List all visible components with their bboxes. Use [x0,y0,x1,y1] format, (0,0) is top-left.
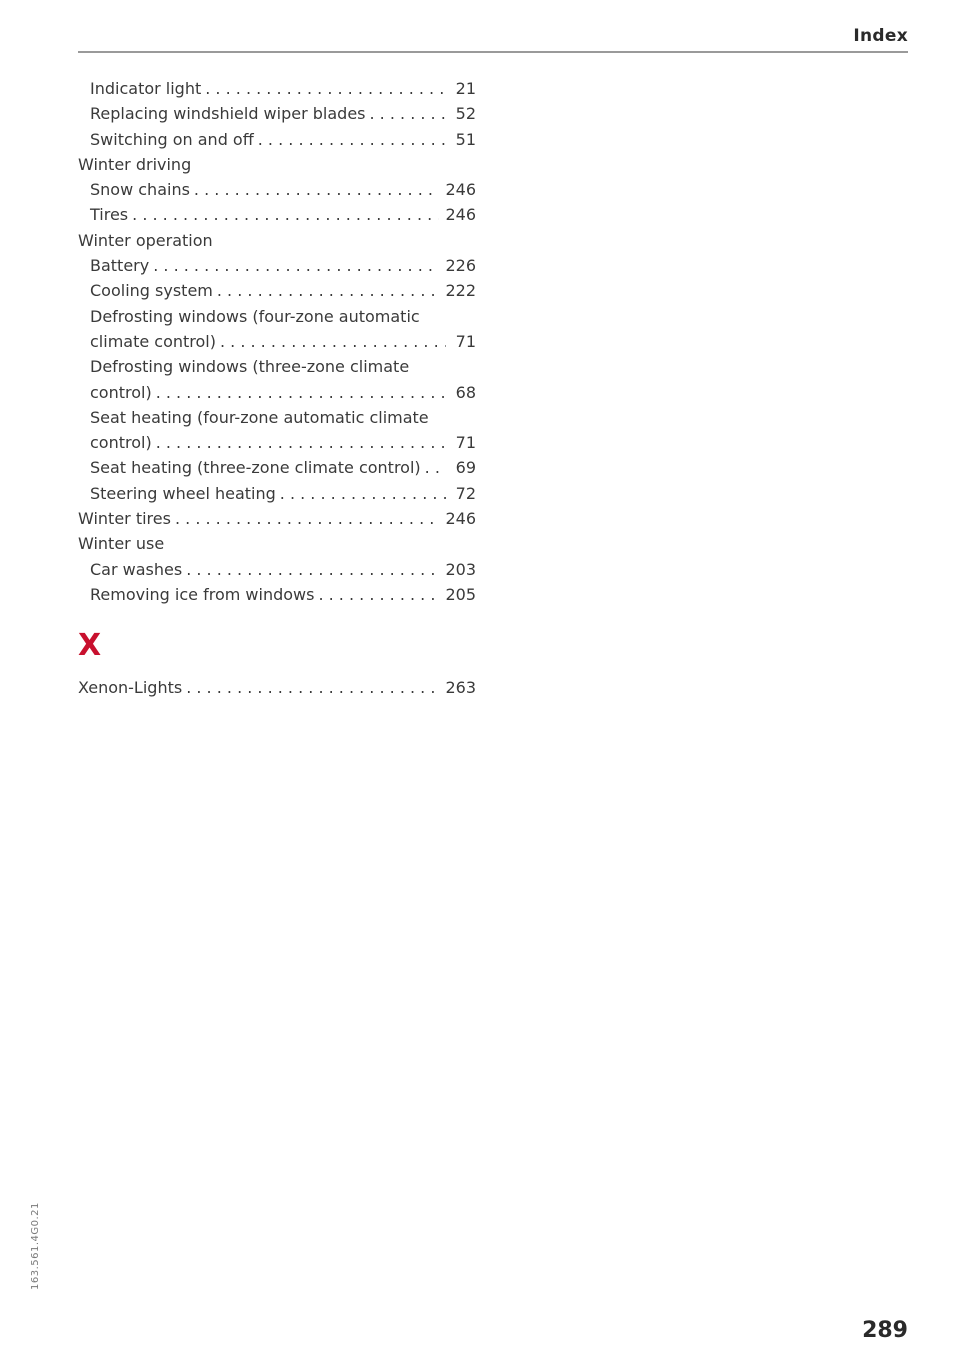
index-entry [78,430,476,455]
index-entry-page: 21 [455,79,476,98]
index-entry-label: Switching on and off [90,129,254,149]
dot-leader [175,506,439,531]
index-entry [78,152,476,177]
dot-leader [220,329,446,354]
dot-leader [156,430,446,455]
index-entry-page: 51 [455,129,476,149]
index-entry [78,405,476,430]
index-entry-label: Defrosting windows (four-zone automatic [90,306,420,326]
index-entry [78,557,476,582]
index-entry-label: Winter operation [78,230,213,250]
index-entry-label: Replacing windshield wiper blades [90,104,366,124]
index-entry-label: Snow chains [90,180,190,200]
index-entry-page: 71 [455,331,476,351]
index-entry [78,228,476,253]
document-code: 163.561.4G0.21 [30,1202,41,1290]
index-entry-page: 69 [455,458,476,478]
index-entry-label: Seat heating (three-zone climate control) [90,458,421,478]
index-entry-label: Steering wheel heating [90,483,276,503]
index-entry-label: Defrosting windows (three-zone climate [90,357,410,377]
letter-heading: X [78,628,102,663]
index-entry-page: 222 [445,281,476,301]
dot-leader [258,127,446,152]
index-entry [78,354,476,379]
index-entry-page: 246 [445,205,476,225]
index-entry-page: 203 [445,559,476,579]
index-entry-page: 68 [455,382,476,402]
index-entry [78,127,476,152]
dot-leader [318,582,439,607]
dot-leader [370,101,447,126]
index-entry [78,675,476,700]
index-entry-page: 205 [445,584,476,604]
index-entry [78,582,476,607]
dot-leader [205,76,446,101]
dot-leader [186,557,439,582]
index-entry-label: Winter use [78,534,165,554]
dot-leader [425,455,446,480]
index-entry [78,202,476,227]
dot-leader [194,177,440,202]
index-entry-page: 52 [455,104,476,124]
index-entry [78,531,476,556]
index-entry [78,101,476,126]
index-entry [78,304,476,329]
index-entry-label: Tires [90,205,129,225]
index-entry [78,278,476,303]
index-entry-label: Battery [90,256,150,276]
index-entry-label: Winter driving [78,154,192,174]
index-column [78,76,476,607]
index-entry [78,506,476,531]
dot-leader [186,675,439,700]
index-entry [78,380,476,405]
dot-leader [132,202,439,227]
dot-leader [280,481,446,506]
index-entry-label: control) [90,382,152,402]
dot-leader [156,380,446,405]
index-entry-page: 226 [445,256,476,276]
index-entry [78,455,476,480]
index-entry-label: climate control) [90,331,216,351]
index-entry-page: 71 [455,433,476,453]
index-entry-label: Cooling system [90,281,213,301]
index-entry-page: 246 [445,509,476,529]
index-entry-label: Xenon-Lights [78,678,183,697]
section-title: Index [853,26,908,46]
index-entry-page: 246 [445,180,476,200]
index-entry [78,329,476,354]
index-entry-label: control) [90,433,152,453]
index-entry [78,76,476,101]
index-entry-label: Car washes [90,559,183,579]
index-entry-page: 263 [445,678,476,697]
page-number: 289 [862,1318,908,1343]
index-entry [78,481,476,506]
index-entry [78,253,476,278]
dot-leader [153,253,439,278]
index-entry-label: Indicator light [90,79,202,98]
dot-leader [217,278,440,303]
index-entry-label: Winter tires [78,509,171,529]
index-column-x [78,675,476,700]
index-entry [78,177,476,202]
header-rule [78,51,908,53]
index-entry-page: 72 [455,483,476,503]
index-entry-label: Seat heating (four-zone automatic climate [90,407,429,427]
index-entry-label: Removing ice from windows [90,584,315,604]
